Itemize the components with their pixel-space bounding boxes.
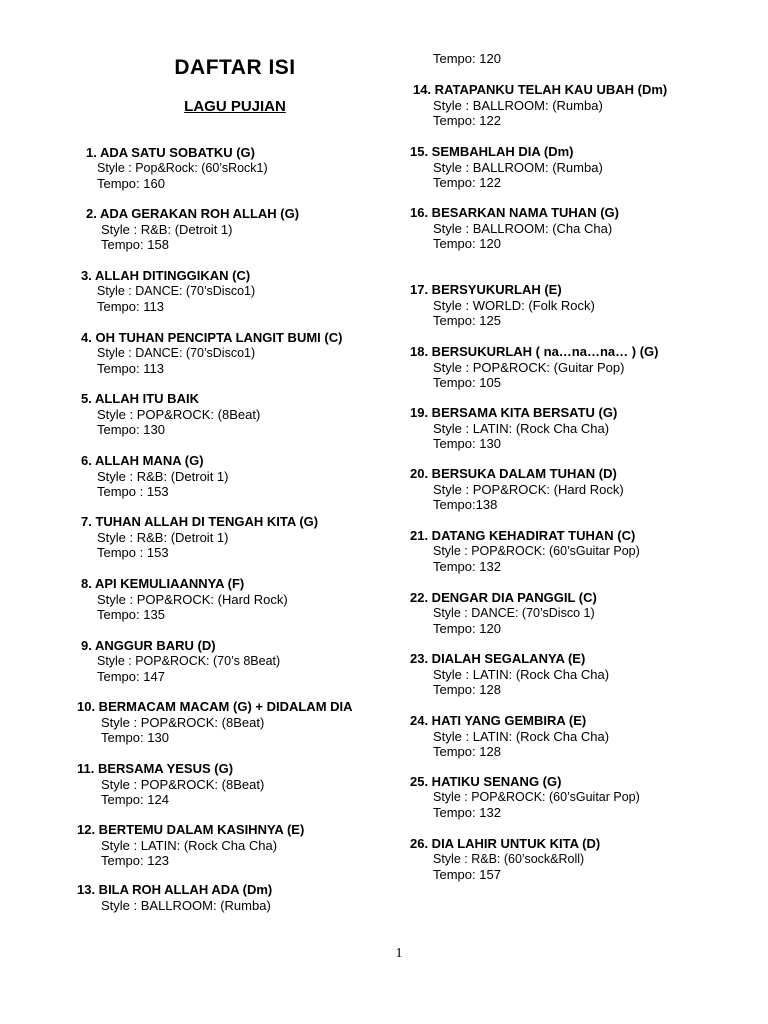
- song-title: 1. ADA SATU SOBATKU (G): [86, 145, 255, 160]
- list-item: [81, 453, 228, 500]
- song-tempo: Tempo: 132: [433, 805, 501, 820]
- song-title: 19. BERSAMA KITA BERSATU (G): [410, 405, 618, 420]
- song-style: Style : POP&ROCK: (70’s 8Beat): [97, 653, 281, 668]
- song-style: Style : POP&ROCK: (Hard Rock): [97, 591, 288, 607]
- list-item: [81, 268, 255, 315]
- list-item: [413, 82, 667, 129]
- song-title: 15. SEMBAHLAH DIA (Dm): [410, 144, 574, 159]
- list-item: [77, 699, 353, 746]
- song-style: Style : BALLROOM: (Rumba): [433, 159, 603, 175]
- song-style: Style : LATIN: (Rock Cha Cha): [101, 837, 278, 853]
- song-title: 16. BESARKAN NAMA TUHAN (G): [410, 205, 619, 220]
- song-style: Style : R&B: (Detroit 1): [101, 221, 233, 237]
- song-style: Style : POP&ROCK: (Guitar Pop): [433, 359, 625, 375]
- song-title: 18. BERSUKURLAH ( na…na…na… ) (G): [410, 344, 659, 359]
- song-tempo: Tempo: 130: [433, 436, 501, 451]
- song-tempo: Tempo : 153: [97, 545, 169, 560]
- song-style: Style : POP&ROCK: (60’sGuitar Pop): [433, 543, 640, 558]
- song-style: Style : LATIN: (Rock Cha Cha): [433, 666, 610, 682]
- song-tempo: Tempo:138: [433, 497, 498, 512]
- list-item: [410, 528, 640, 575]
- song-tempo: Tempo: 124: [101, 792, 169, 807]
- song-title: 4. OH TUHAN PENCIPTA LANGIT BUMI (C): [81, 330, 343, 345]
- song-title: 17. BERSYUKURLAH (E): [410, 282, 562, 297]
- list-item: [81, 514, 318, 561]
- song-tempo: Tempo: 125: [433, 313, 501, 328]
- list-item: [410, 713, 609, 760]
- list-item: [410, 144, 603, 191]
- list-item: [86, 206, 299, 253]
- list-item: [410, 405, 617, 452]
- song-title: 22. DENGAR DIA PANGGIL (C): [410, 590, 597, 605]
- song-title: 2. ADA GERAKAN ROH ALLAH (G): [86, 206, 300, 221]
- song-tempo: Tempo: 105: [433, 375, 501, 390]
- list-item: [81, 391, 260, 438]
- song-title: 10. BERMACAM MACAM (G) + DIDALAM DIA: [77, 699, 353, 714]
- song-title: 7. TUHAN ALLAH DI TENGAH KITA (G): [81, 514, 319, 529]
- song-title: 12. BERTEMU DALAM KASIHNYA (E): [77, 822, 305, 837]
- song-style: Style : BALLROOM: (Rumba): [101, 897, 271, 913]
- song-tempo: Tempo: 120: [433, 236, 501, 251]
- song-style: Style : WORLD: (Folk Rock): [433, 297, 595, 313]
- song-title: 13. BILA ROH ALLAH ADA (Dm): [77, 882, 273, 897]
- song-style: Style : POP&ROCK: (8Beat): [101, 714, 265, 730]
- song-tempo: Tempo: 135: [97, 607, 165, 622]
- list-item: [410, 282, 595, 329]
- song-style: Style : DANCE: (70’sDisco1): [97, 345, 256, 360]
- song-tempo: Tempo: 123: [101, 853, 169, 868]
- song-tempo: Tempo: 128: [433, 744, 501, 759]
- list-item: [77, 761, 264, 808]
- song-tempo: Tempo: 128: [433, 682, 501, 697]
- list-item: [81, 330, 342, 377]
- list-item: [77, 882, 272, 913]
- song-tempo: Tempo: 120: [433, 51, 501, 66]
- song-title: 8. API KEMULIAANNYA (F): [81, 576, 245, 591]
- song-tempo: Tempo: 122: [433, 175, 501, 190]
- song-tempo: Tempo: 130: [101, 730, 169, 745]
- list-item: [410, 651, 609, 698]
- song-tempo: Tempo: 113: [97, 299, 164, 314]
- song-title: 24. HATI YANG GEMBIRA (E): [410, 713, 587, 728]
- list-item: [410, 466, 624, 513]
- song-style: Style : R&B: (60’sock&Roll): [433, 851, 585, 866]
- song-style: Style : DANCE: (70’sDisco1): [97, 283, 256, 298]
- song-title: 5. ALLAH ITU BAIK: [81, 391, 199, 406]
- song-tempo: Tempo: 132: [433, 559, 501, 574]
- song-title: 11. BERSAMA YESUS (G): [77, 761, 234, 776]
- song-style: Style : POP&ROCK: (8Beat): [97, 406, 261, 422]
- song-title: 6. ALLAH MANA (G): [81, 453, 204, 468]
- song-tempo: Tempo: 122: [433, 113, 501, 128]
- list-item: [86, 145, 268, 192]
- song-title: 3. ALLAH DITINGGIKAN (C): [81, 268, 251, 283]
- continued-tempo: [433, 51, 501, 67]
- song-style: Style : Pop&Rock: (60’sRock1): [97, 160, 268, 175]
- song-tempo: Tempo: 158: [101, 237, 169, 252]
- song-style: Style : LATIN: (Rock Cha Cha): [433, 728, 610, 744]
- song-tempo: Tempo: 113: [97, 361, 164, 376]
- song-title: 26. DIA LAHIR UNTUK KITA (D): [410, 836, 601, 851]
- list-item: [81, 638, 280, 685]
- song-tempo: Tempo : 153: [97, 484, 169, 499]
- list-item: [410, 344, 658, 391]
- page-subtitle: LAGU PUJIAN: [184, 98, 286, 115]
- song-title: 23. DIALAH SEGALANYA (E): [410, 651, 586, 666]
- song-title: 21. DATANG KEHADIRAT TUHAN (C): [410, 528, 636, 543]
- song-style: Style : POP&ROCK: (8Beat): [101, 776, 265, 792]
- song-tempo: Tempo: 147: [97, 669, 165, 684]
- list-item: [81, 576, 288, 623]
- song-tempo: Tempo: 120: [433, 621, 501, 636]
- song-title: 14. RATAPANKU TELAH KAU UBAH (Dm): [413, 82, 668, 97]
- song-tempo: Tempo: 157: [433, 867, 501, 882]
- song-style: Style : DANCE: (70’sDisco 1): [433, 605, 595, 620]
- song-title: 20. BERSUKA DALAM TUHAN (D): [410, 466, 617, 481]
- list-item: [410, 836, 600, 883]
- song-title: 9. ANGGUR BARU (D): [81, 638, 216, 653]
- page-title: DAFTAR ISI: [174, 56, 296, 79]
- song-style: Style : LATIN: (Rock Cha Cha): [433, 420, 610, 436]
- song-style: Style : R&B: (Detroit 1): [97, 529, 229, 545]
- song-title: 25. HATIKU SENANG (G): [410, 774, 562, 789]
- song-style: Style : POP&ROCK: (60’sGuitar Pop): [433, 789, 640, 804]
- song-style: Style : BALLROOM: (Rumba): [433, 97, 603, 113]
- song-style: Style : BALLROOM: (Cha Cha): [433, 220, 613, 236]
- song-style: Style : R&B: (Detroit 1): [97, 468, 229, 484]
- song-tempo: Tempo: 160: [97, 176, 165, 191]
- list-item: [410, 205, 619, 252]
- page-number: 1: [395, 946, 403, 961]
- list-item: [77, 822, 304, 869]
- song-tempo: Tempo: 130: [97, 422, 165, 437]
- list-item: [410, 590, 597, 637]
- song-style: Style : POP&ROCK: (Hard Rock): [433, 481, 624, 497]
- list-item: [410, 774, 640, 821]
